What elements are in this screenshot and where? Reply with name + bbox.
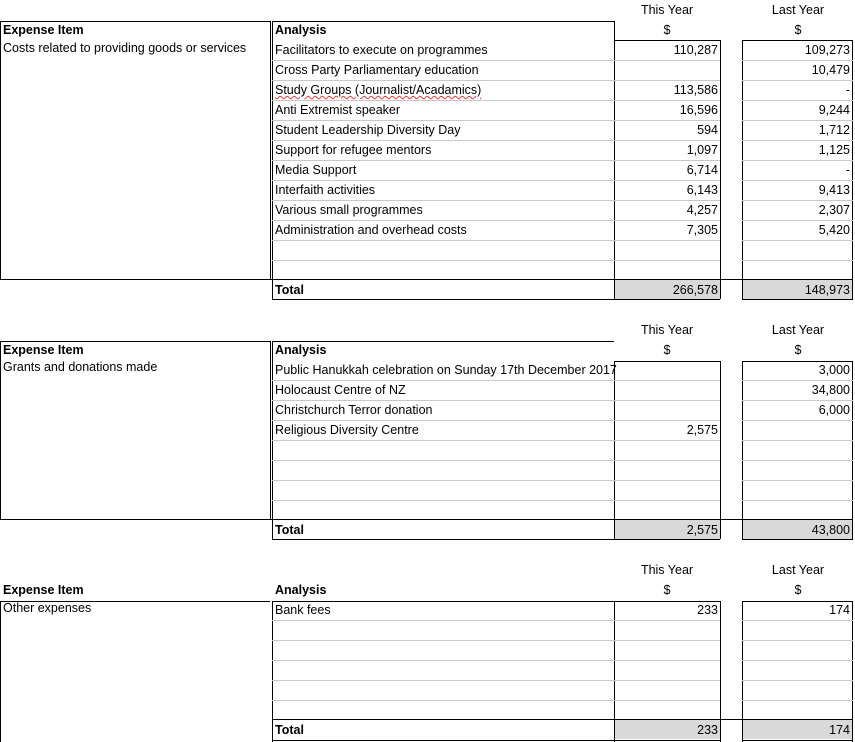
- currency-last-year: $: [794, 343, 802, 357]
- row-this-year: [614, 360, 718, 380]
- total-last-year: 174: [829, 723, 850, 737]
- currency-last-year: $: [794, 583, 802, 597]
- expense-category: Grants and donations made: [3, 360, 158, 374]
- row-this-year: 233: [697, 603, 718, 617]
- row-analysis: Support for refugee mentors: [275, 143, 432, 157]
- row-analysis: Christchurch Terror donation: [275, 403, 433, 417]
- row-this-year: 6,714: [686, 163, 718, 177]
- row-this-year: [614, 60, 718, 80]
- row-this-year: [614, 380, 718, 400]
- analysis-label: Analysis: [275, 23, 327, 37]
- row-last-year: 10,479: [811, 63, 850, 77]
- currency-this-year: $: [663, 343, 671, 357]
- row-analysis: Various small programmes: [275, 203, 423, 217]
- row-this-year: 110,287: [673, 43, 718, 57]
- expense-item-label: Expense Item: [3, 23, 84, 37]
- row-this-year: 594: [697, 123, 718, 137]
- row-this-year: 4,257: [686, 203, 718, 217]
- row-this-year: 113,586: [673, 83, 718, 97]
- total-label: Total: [275, 723, 304, 737]
- row-analysis: Religious Diversity Centre: [275, 423, 419, 437]
- total-this-year: 2,575: [686, 523, 718, 537]
- row-analysis: Student Leadership Diversity Day: [275, 123, 461, 137]
- row-last-year: 1,712: [818, 123, 850, 137]
- currency-this-year: $: [663, 23, 671, 37]
- currency-last-year: $: [794, 23, 802, 37]
- row-analysis: Administration and overhead costs: [275, 223, 467, 237]
- row-analysis: Interfaith activities: [275, 183, 376, 197]
- total-label: Total: [275, 283, 304, 297]
- col-this-year-header: This Year: [640, 563, 694, 577]
- row-this-year: 1,097: [686, 143, 718, 157]
- section-grants: [0, 320, 855, 540]
- row-last-year: 3,000: [818, 363, 850, 377]
- row-last-year: 6,000: [818, 403, 850, 417]
- row-last-year: 34,800: [811, 383, 850, 397]
- row-last-year: -: [845, 83, 850, 97]
- total-last-year: 43,800: [811, 523, 850, 537]
- row-last-year: 9,413: [818, 183, 850, 197]
- row-analysis: Media Support: [275, 163, 357, 177]
- col-last-year-header: Last Year: [771, 323, 825, 337]
- currency-this-year: $: [663, 583, 671, 597]
- total-this-year: 266,578: [672, 283, 718, 297]
- row-this-year: 16,596: [679, 103, 718, 117]
- row-last-year: [742, 420, 850, 440]
- total-last-year: 148,973: [804, 283, 850, 297]
- row-last-year: 5,420: [818, 223, 850, 237]
- row-last-year: 109,273: [804, 43, 850, 57]
- row-analysis: Bank fees: [275, 603, 331, 617]
- section-costs: [0, 0, 855, 300]
- row-analysis: Public Hanukkah celebration on Sunday 17th December 2017: [275, 363, 617, 377]
- col-last-year-header: Last Year: [771, 3, 825, 17]
- total-label: Total: [275, 523, 304, 537]
- section-other: [0, 560, 855, 742]
- expense-category: Costs related to providing goods or services: [3, 41, 247, 55]
- expense-item-label: Expense Item: [3, 343, 84, 357]
- row-analysis: Cross Party Parliamentary education: [275, 63, 479, 77]
- spellcheck-text: Study Groups (Journalist/Acadamics): [275, 83, 482, 97]
- row-last-year: 1,125: [818, 143, 850, 157]
- row-last-year: -: [845, 163, 850, 177]
- row-this-year: 6,143: [686, 183, 718, 197]
- row-analysis: Anti Extremist speaker: [275, 103, 401, 117]
- row-analysis: Holocaust Centre of NZ: [275, 383, 406, 397]
- col-this-year-header: This Year: [640, 3, 694, 17]
- analysis-label: Analysis: [275, 343, 327, 357]
- expense-category: Other expenses: [3, 601, 92, 615]
- row-this-year: [614, 400, 718, 420]
- row-analysis: Facilitators to execute on programmes: [275, 43, 488, 57]
- row-last-year: 9,244: [818, 103, 850, 117]
- row-last-year: 2,307: [818, 203, 850, 217]
- analysis-label: Analysis: [275, 583, 327, 597]
- row-this-year: 7,305: [686, 223, 718, 237]
- col-this-year-header: This Year: [640, 323, 694, 337]
- row-analysis: [275, 80, 481, 100]
- total-this-year: 233: [697, 723, 718, 737]
- expense-item-label: Expense Item: [3, 583, 84, 597]
- row-last-year: 174: [829, 603, 850, 617]
- col-last-year-header: Last Year: [771, 563, 825, 577]
- row-this-year: 2,575: [686, 423, 718, 437]
